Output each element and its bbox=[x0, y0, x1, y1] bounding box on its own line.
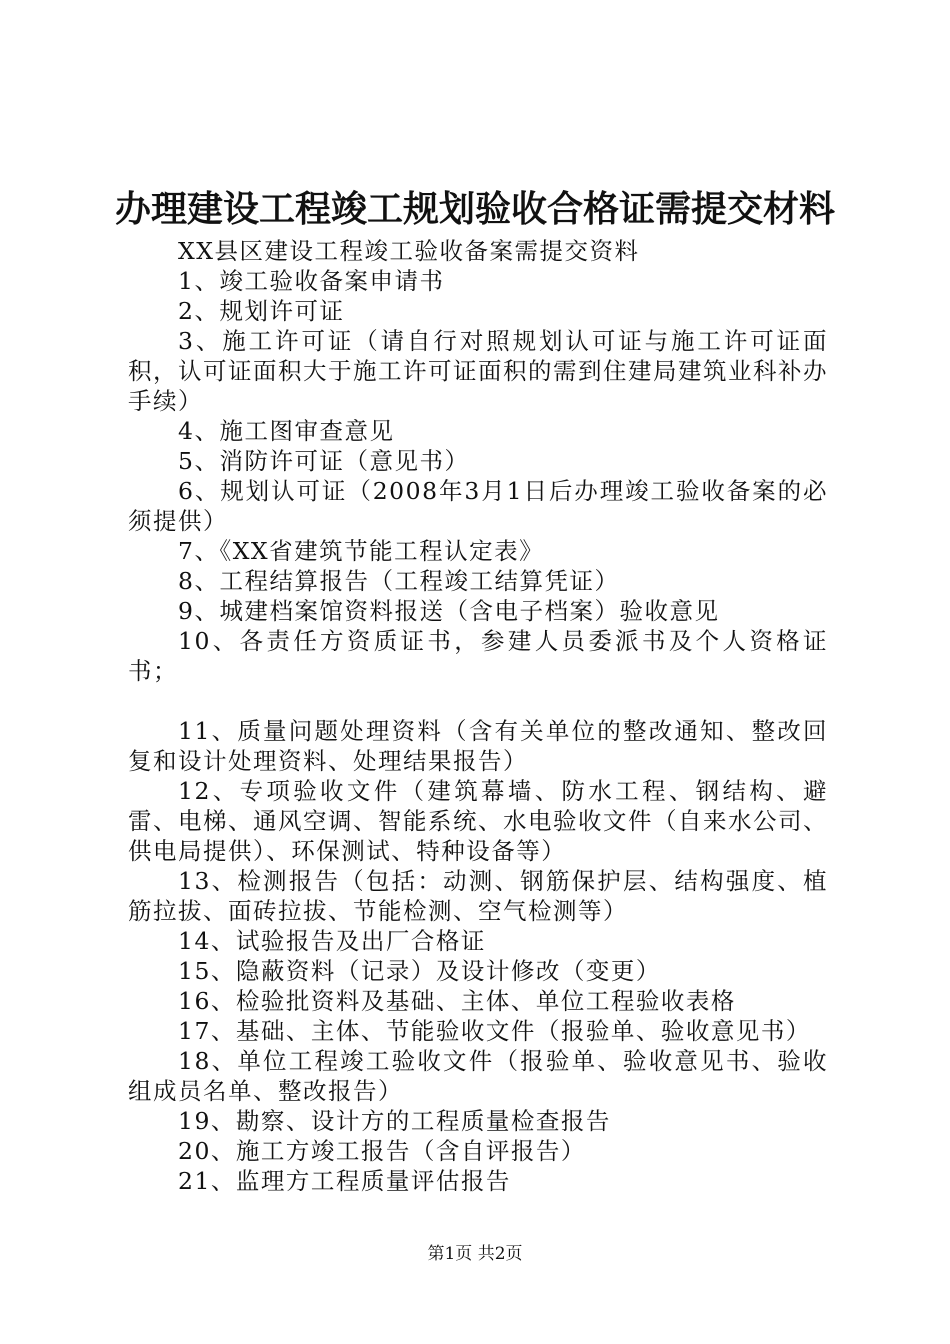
list-item: 21、监理方工程质量评估报告 bbox=[178, 1167, 511, 1195]
list-item: 13、检测报告（包括：动测、钢筋保护层、结构强度、植筋拉拔、面砖拉拔、节能检测、空气检测等） bbox=[128, 867, 828, 925]
list-item: 20、施工方竣工报告（含自评报告） bbox=[178, 1137, 586, 1165]
list-item: 11、质量问题处理资料（含有关单位的整改通知、整改回复和设计处理资料、处理结果报告） bbox=[128, 717, 828, 775]
list-item: 8、工程结算报告（工程竣工结算凭证） bbox=[178, 567, 620, 595]
intro-paragraph: XX县区建设工程竣工验收备案需提交资料 bbox=[178, 237, 640, 265]
list-item: 15、隐蔽资料（记录）及设计修改（变更） bbox=[178, 957, 661, 985]
list-item: 2、规划许可证 bbox=[178, 297, 345, 325]
list-item: 6、规划认可证（2008年3月1日后办理竣工验收备案的必须提供） bbox=[128, 477, 828, 535]
list-item: 12、专项验收文件（建筑幕墙、防水工程、钢结构、避雷、电梯、通风空调、智能系统、水电验收文件（自来水公司、供电局提供）、环保测试、特种设备等） bbox=[128, 777, 828, 865]
document-body bbox=[128, 236, 828, 1196]
list-item: 16、检验批资料及基础、主体、单位工程验收表格 bbox=[178, 987, 736, 1015]
list-item: 18、单位工程竣工验收文件（报验单、验收意见书、验收组成员名单、整改报告） bbox=[128, 1047, 828, 1105]
page-number-footer: 第1页 共2页 bbox=[427, 1244, 523, 1264]
paragraph-spacer bbox=[128, 686, 828, 716]
list-item: 7、《XX省建筑节能工程认定表》 bbox=[178, 537, 545, 565]
list-item: 14、试验报告及出厂合格证 bbox=[178, 927, 486, 955]
list-item: 5、消防许可证（意见书） bbox=[178, 447, 470, 475]
list-item: 1、竣工验收备案申请书 bbox=[178, 267, 445, 295]
list-item: 9、城建档案馆资料报送（含电子档案）验收意见 bbox=[178, 597, 720, 625]
list-item: 10、各责任方资质证书，参建人员委派书及个人资格证书； bbox=[128, 627, 828, 685]
list-item: 4、施工图审查意见 bbox=[178, 417, 395, 445]
list-item: 17、基础、主体、节能验收文件（报验单、验收意见书） bbox=[178, 1017, 811, 1045]
list-item: 19、勘察、设计方的工程质量检查报告 bbox=[178, 1107, 611, 1135]
list-item: 3、施工许可证（请自行对照规划认可证与施工许可证面积，认可证面积大于施工许可证面积的需到住建局建筑业科补办手续） bbox=[128, 327, 828, 415]
document-title: 办理建设工程竣工规划验收合格证需提交材料 bbox=[114, 188, 835, 230]
